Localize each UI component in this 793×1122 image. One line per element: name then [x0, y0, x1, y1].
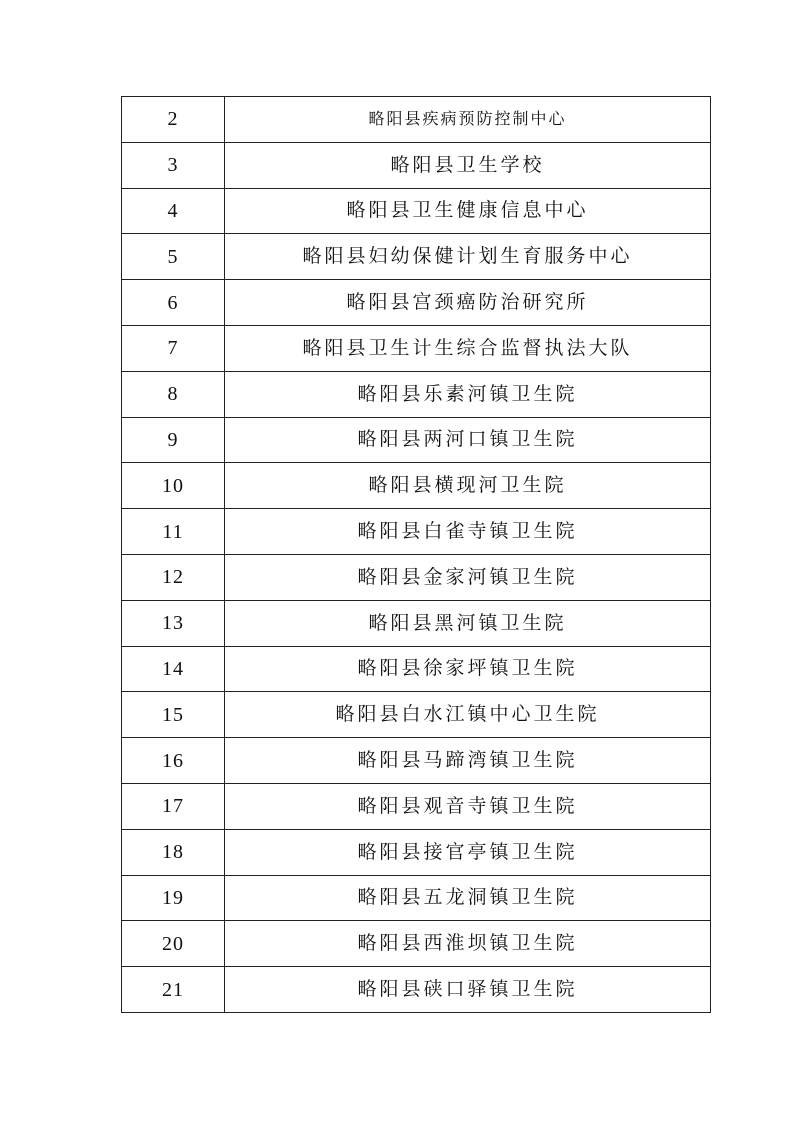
row-number: 16 — [122, 738, 225, 784]
table-row — [122, 554, 711, 600]
table-row — [122, 509, 711, 555]
table-row — [122, 280, 711, 326]
table-row — [122, 646, 711, 692]
table-row — [122, 371, 711, 417]
table-row — [122, 600, 711, 646]
institution-name: 略阳县乐素河镇卫生院 — [225, 371, 711, 417]
row-number: 6 — [122, 280, 225, 326]
institution-name: 略阳县横现河卫生院 — [225, 463, 711, 509]
table-row — [122, 875, 711, 921]
table-row — [122, 188, 711, 234]
table-row — [122, 234, 711, 280]
table-row — [122, 829, 711, 875]
institution-name: 略阳县五龙洞镇卫生院 — [225, 875, 711, 921]
row-number: 15 — [122, 692, 225, 738]
table-row — [122, 463, 711, 509]
row-number: 8 — [122, 371, 225, 417]
institution-name: 略阳县黑河镇卫生院 — [225, 600, 711, 646]
row-number: 13 — [122, 600, 225, 646]
table-row — [122, 738, 711, 784]
institution-table — [121, 96, 711, 1013]
institution-name: 略阳县白水江镇中心卫生院 — [225, 692, 711, 738]
institution-name: 略阳县疾病预防控制中心 — [225, 97, 711, 143]
row-number: 4 — [122, 188, 225, 234]
table-row — [122, 783, 711, 829]
row-number: 18 — [122, 829, 225, 875]
table-row — [122, 97, 711, 143]
institution-name: 略阳县观音寺镇卫生院 — [225, 783, 711, 829]
row-number: 3 — [122, 142, 225, 188]
table-row — [122, 325, 711, 371]
table-row — [122, 967, 711, 1013]
institution-name: 略阳县卫生学校 — [225, 142, 711, 188]
institution-table-body — [122, 97, 711, 1013]
row-number: 11 — [122, 509, 225, 555]
institution-name: 略阳县宫颈癌防治研究所 — [225, 280, 711, 326]
table-row — [122, 417, 711, 463]
row-number: 21 — [122, 967, 225, 1013]
row-number: 20 — [122, 921, 225, 967]
institution-name: 略阳县接官亭镇卫生院 — [225, 829, 711, 875]
table-row — [122, 921, 711, 967]
institution-name: 略阳县两河口镇卫生院 — [225, 417, 711, 463]
row-number: 10 — [122, 463, 225, 509]
row-number: 17 — [122, 783, 225, 829]
institution-name: 略阳县金家河镇卫生院 — [225, 554, 711, 600]
institution-name: 略阳县西淮坝镇卫生院 — [225, 921, 711, 967]
institution-name: 略阳县卫生计生综合监督执法大队 — [225, 325, 711, 371]
institution-name: 略阳县白雀寺镇卫生院 — [225, 509, 711, 555]
institution-name: 略阳县徐家坪镇卫生院 — [225, 646, 711, 692]
row-number: 2 — [122, 97, 225, 143]
row-number: 12 — [122, 554, 225, 600]
row-number: 14 — [122, 646, 225, 692]
row-number: 7 — [122, 325, 225, 371]
institution-name: 略阳县卫生健康信息中心 — [225, 188, 711, 234]
row-number: 5 — [122, 234, 225, 280]
table-row — [122, 692, 711, 738]
institution-name: 略阳县妇幼保健计划生育服务中心 — [225, 234, 711, 280]
table-row — [122, 142, 711, 188]
institution-name: 略阳县马蹄湾镇卫生院 — [225, 738, 711, 784]
row-number: 19 — [122, 875, 225, 921]
institution-name: 略阳县硖口驿镇卫生院 — [225, 967, 711, 1013]
row-number: 9 — [122, 417, 225, 463]
